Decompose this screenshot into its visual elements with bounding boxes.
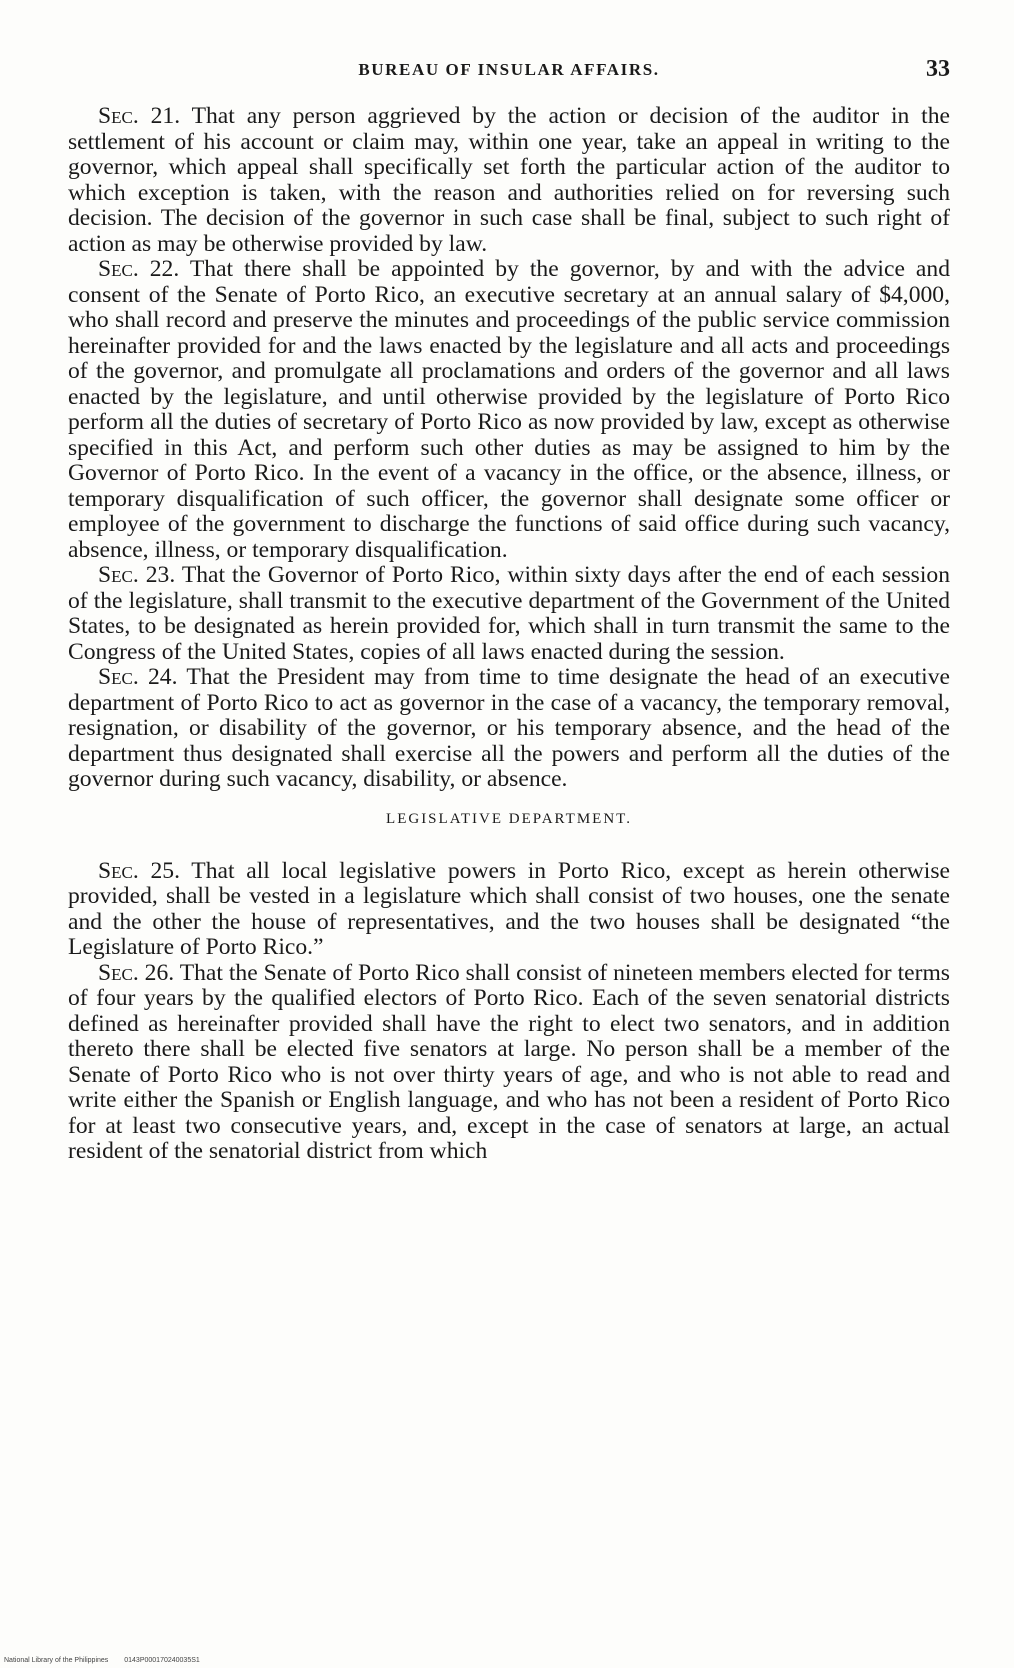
section-label: Sec. 23. [98, 562, 176, 588]
section-paragraph [68, 563, 950, 665]
section-text: That the Senate of Porto Rico shall consist of nineteen members elected for terms of four years by the qualified electors of Porto Rico. Each of the seven senatorial districts defined as hereinafter provided shall have the right to elect two senators, and in addition thereto there shall be elected five senators at large. No person shall be a member of the Senate of Porto Rico who is not over thirty years of age, and who is not able to read and write either the Spanish or English language, and who has not been a resident of Porto Rico for at least two consecutive years, and, except in the case of senators at large, an actual resident of the senatorial district from which [68, 959, 950, 1164]
section-paragraph [68, 961, 950, 1165]
section-label: Sec. 25. [98, 857, 180, 884]
section-heading: LEGISLATIVE DEPARTMENT. [386, 810, 632, 827]
running-head [68, 56, 950, 86]
section-label: Sec. 21. [98, 103, 181, 129]
body-text [68, 104, 950, 1165]
section-label: Sec. 24. [98, 664, 178, 690]
footer-identifier: 0143P000170240035S1 [124, 1657, 200, 1664]
footer-credit [4, 1657, 200, 1664]
section-text: That the President may from time to time designate the head of an executive department of Porto Rico to act as governor in the case of a vacancy, the temporary removal, resignation, or disability of the governor, or his temporary absence, and the head of the department thus designated shall exercise all the powers and perform all the duties of the governor during such vacancy, disability, or absence. [68, 664, 950, 792]
section-paragraph [68, 257, 950, 563]
section-text: That all local legislative powers in Porto Rico, except as herein otherwise provided, shall be vested in a legislature which shall consist of two houses, one the senate and the other the house of representatives, and the two houses shall be designated “the Legislature of Porto Rico.” [68, 857, 950, 960]
running-title: BUREAU OF INSULAR AFFAIRS. [358, 60, 660, 79]
section-paragraph [68, 104, 950, 257]
section-label: Sec. 26. [98, 959, 175, 986]
section-text: That any person aggrieved by the action or decision of the auditor in the settlement of his account or claim may, within one year, take an appeal in writing to the governor, which appeal shall specifically set forth the particular action of the auditor to which exception is taken, with the reason and authorities relied on for reversing such decision. The decision of the governor in such case shall be final, subject to such right of action as may be otherwise provided by law. [68, 103, 950, 257]
page-number: 33 [926, 56, 950, 82]
section-paragraph [68, 665, 950, 793]
section-text: That there shall be appointed by the governor, by and with the advice and consent of the Senate of Porto Rico, an executive secretary at an annual salary of $4,000, who shall record and preserve the minutes and proceedings of the public service commission hereinafter provided for and the laws enacted by the legislature and all acts and proceedings of the governor, and promulgate all proclamations and orders of the governor and all laws enacted by the legislature, and until otherwise provided by the legislature of Porto Rico perform all the duties of secretary of Porto Rico as now provided by law, except as otherwise specified in this Act, and perform such other duties as may be assigned to him by the Governor of Porto Rico. In the event of a vacancy in the office, or the absence, illness, or temporary disqualification of such officer, the governor shall designate some officer or employee of the government to discharge the functions of said office during such vacancy, absence, illness, or temporary disqualification. [68, 256, 950, 563]
section-label: Sec. 22. [98, 256, 180, 282]
footer-library: National Library of the Philippines [4, 1657, 109, 1664]
section-paragraph [68, 859, 950, 961]
section-text: That the Governor of Porto Rico, within sixty days after the end of each session of the legislature, shall transmit to the executive department of the Government of the United States, to be designated as herein provided for, which shall in turn transmit the same to the Congress of the United States, copies of all laws enacted during the session. [68, 562, 950, 665]
